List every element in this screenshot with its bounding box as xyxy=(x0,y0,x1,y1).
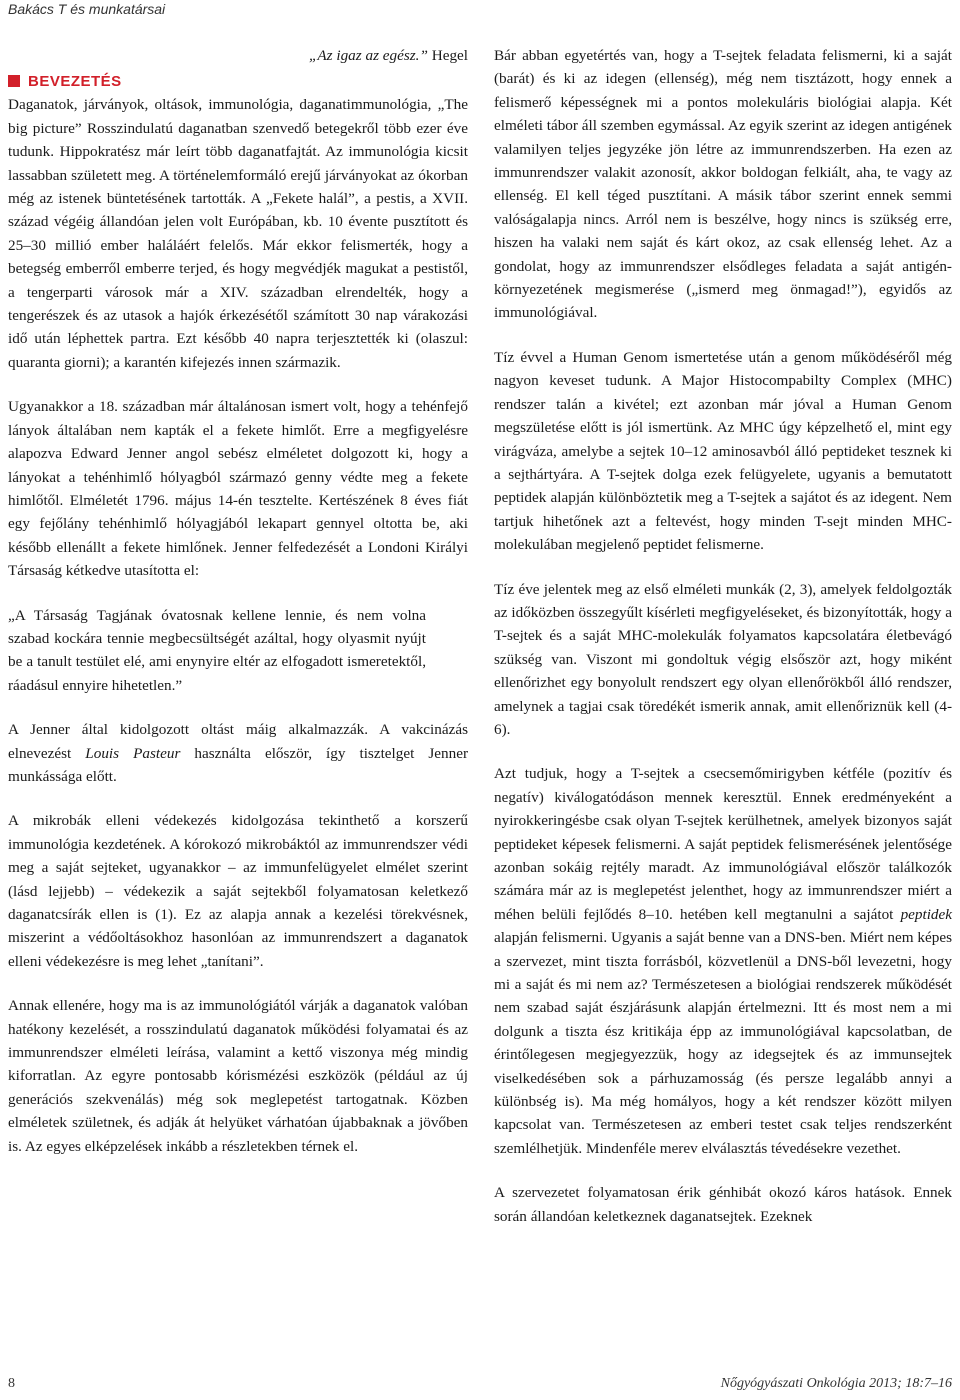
epigraph-author: Hegel xyxy=(431,47,468,64)
journal-citation: Nőgyógyászati Onkológia 2013; 18:7–16 xyxy=(720,1376,952,1391)
paragraph: Bár abban egyetértés van, hogy a T-sejtek feladata felismerni, ki a saját (barát) és ki az idegen (ellenség), még nem tisztázott, hogy ennek a felismerő képességnek mi a pontos molekuláris biológiai alapja. Két elméleti tábor áll szemben egymással. Az egyik szerint az idegen antigének valamilyen teljes jegyzéke jön létre az immunrendszerben. Ha ezen az immunrendszer valakit azonosít, akkor boldogan felkiált, aha, te vagy az ellenség. El kell téged pusztítani. A másik tábor szerint ennek semmi valóságalapja nincs. Arról nem is beszélve, hogy nincs is szükség erre, hiszen ha valaki nem saját és kárt okoz, az csak ellenség lehet. Az a gondolat, hogy az immunrendszer elsődleges feladata a saját antigén-környezetének megismerése („ismerd meg önmagad!”), egyidős az immunológiával. xyxy=(494,47,952,322)
page-number: 8 xyxy=(8,1376,15,1391)
emphasis-term: peptidek xyxy=(900,905,953,923)
paragraph: Tíz éve jelentek meg az első elméleti munkák (2, 3), amelyek feldolgozták az időközben összegyűlt kísérleti megfigyeléseket, és bizonyították, hogy a T-sejtek és a saját MHC-molekulák folyamatos kapcsolatára életbevágó szükség van. Viszont mi gondoltuk végig elsőször azt, hogy miként ellenőrizhet egy bonyolult rendszert egy olyan ellenőrökből álló rendszer, amelynek a tagjai csak töredékét ismerik annak, amit ellenőriznük kell (4-6). xyxy=(494,580,952,738)
paragraph: Annak ellenére, hogy ma is az immunológiától várják a daganatok valóban hatékony kezelését, a rosszindulatú daganatok működési folyamatai és az immunrendszer elméleti leírása, valamint a kettő viszonya még mindig kiforratlan. Az egyre pontosabb kórismézési eszközök (például az új generációs szekvenálás) még sok meglepetést tartogatnak. Közben elméletek születnek, és adják át helyüket várhatóan újabbaknak a jövőben is. Az egyes elképzelések inkább a részletekben térnek el. xyxy=(8,997,468,1155)
section-heading xyxy=(8,69,468,93)
paragraph: A mikrobák elleni védekezés kidolgozása tekinthető a korszerű immunológia kezdetének. A kórokozó mikrobáktól az immunrendszer védi meg a saját sejteket, ugyanakkor – az immunfelügyelet elmélet szerint (lásd lejjebb) – védekezik a saját sejtekből folyamatosan keletkező daganatcsírák ellen is (1). Ez az alapja annak a kezelési törekvésnek, miszerint a védőoltásokhoz hasonlóan az immunrendszert a daganatok elleni védekezésre is meg lehet „tanítani”. xyxy=(8,812,468,970)
person-name: Louis Pasteur xyxy=(85,744,181,762)
left-column xyxy=(8,44,468,1179)
block-quote: „A Társaság Tagjának óvatosnak kellene lennie, és nem volna szabad kockára tennie megbecsültségét azáltal, hogy olyasmit nyújt be a tanult testület elé, ami enynyire eltér az elfogadott ismeretektől, ráadásul ennyire hihetetlen.” xyxy=(8,606,426,694)
paragraph xyxy=(8,718,468,788)
paragraph: Daganatok, járványok, oltások, immunológia, daganatimmunológia, „The big picture” Rosszindulatú daganatban szenvedő betegekről több ezer éve tudunk. Hippokratész már leírt több daganatfajtát. Az immunológia kicsit lassabban született meg. A történelemformáló erejű járványokat az ókorban még az istenek büntetésének tartották. A „Fekete halál”, a pestis, a XVII. század végéig állandóan jelen volt Európában, kb. 10 évente pusztított és 25–30 millió ember haláláért felelős. Már ekkor felismerték, hogy a betegség emberről emberre terjed, és hogy megvédjék magukat a pestistől, a tengerparti városok már a XIV. században elrendelték, hogy a tengerészek és az utasok a hajók érkezésétől számított 30 nap várakozási idő után léphettek partra. Ezt később 40 napra terjesztették ki (olaszul: quaranta giorni); a karantén kifejezés innen származik. xyxy=(8,96,468,371)
epigraph-quote: „Az igaz az egész.” xyxy=(308,47,428,64)
paragraph xyxy=(494,762,952,1160)
paragraph: Ugyanakkor a 18. században már általánosan ismert volt, hogy a tehénfejő lányok általában nem kapták el a fekete himlőt. Erre a megfigyelésre alapozva Edward Jenner angol sebész elméletet dolgozott ki, hogy a lányokat a tehénhimlő hólyagból származó genny védte meg a fekete himlőtől. Elméletét 1796. május 14-én tesztelte. Kertészének 8 éves fiát egy fejőlány tehénhimlő hólyagjából lekapart gennyel oltotta be, aki később ellenállt a fekete himlőnek. Jenner felfedezését a Londoni Királyi Társaság kétkedve utasította el: xyxy=(8,398,468,580)
paragraph-text: használta először, így tisztelget Jenner munkássága előtt. xyxy=(8,744,468,785)
paragraph: Tíz évvel a Human Genom ismertetése után a genom működéséről még nagyon keveset tudunk. A Major Histocompabilty Complex (MHC) rendszer talán a kivétel; ezt azonban már jóval a Human Genom megszületése előtt is jól ismertünk. Az MHC úgy képzelhető el, mint egy virágváza, amelybe a sejtek 10–12 aminosavból álló peptideket tesznek ki a sejthártyára. A T-sejtek dolga ezek felügyelete, ugyanis a bemutatott peptidek alapján különböztetik meg a T-sejtek a sajátot és az idegent. Nem tartjuk hihetőnek azt a feltevést, hogy minden T-sejt minden MHC-molekulában megjelenő peptidet felismerne. xyxy=(494,348,952,554)
paragraph-text: Azt tudjuk, hogy a T-sejtek a csecsemőmirigyben kétféle (pozitív és negatív) kiválogatódáson mennek keresztül. Ennek eredményeként a nyirokkeringésbe csak olyan T-sejtek kerülhetnek, amelyek bizonyos saját peptideket képesek felismerni. A saját peptidek felismerésének jelentősége azonban sokáig rejtély maradt. Az immunológiával először találkozók számára már az is meglepetést jelenthet, hogy az immunrendszer miért a méhen belüli fejlődés 8–10. hetében kell megtanulni a sajátot xyxy=(494,765,952,923)
section-square-icon xyxy=(8,75,20,87)
paragraph: A szervezetet folyamatosan érik génhibát okozó káros hatások. Ennek során állandóan keletkeznek daganatsejtek. Ezeknek xyxy=(494,1184,952,1225)
paragraph-text: alapján felismerni. Ugyanis a saját benne van a DNS-ben. Miért nem képes a szervezet, mint tiszta forrásból, közvetlenül a DNS-ből levezetni, hogy mi a saját és mi nem az? Természetesen a biológiai rendszerek működését nem szabad saját észjárásunk alapján értelmezni. Itt és most nem a mi dolgunk a tiszta ész kritikája épp az immunológiával kapcsolatban, de érintőlegesen megjegyezzük, hogy az idegsejtek és az immunsejtek viselkedésében sok a párhuzamosság (és persze legalább annyi a különbség is). Ma még homályos, hogy a két rendszer között milyen kapcsolat van. Természetesen az emberi testet csak teljes rendszerként szemlélhetjük. Mindenféle merev elválasztás tévedésekre vezethet. xyxy=(494,929,952,1157)
running-head: Bakács T és munkatársai xyxy=(8,1,166,17)
section-title: BEVEZETÉS xyxy=(28,72,122,90)
epigraph xyxy=(8,44,468,67)
paragraph-text: A Jenner által kidolgozott oltást máig alkalmazzák. A vakcinázás elnevezést xyxy=(8,721,468,762)
right-column xyxy=(494,44,952,1249)
